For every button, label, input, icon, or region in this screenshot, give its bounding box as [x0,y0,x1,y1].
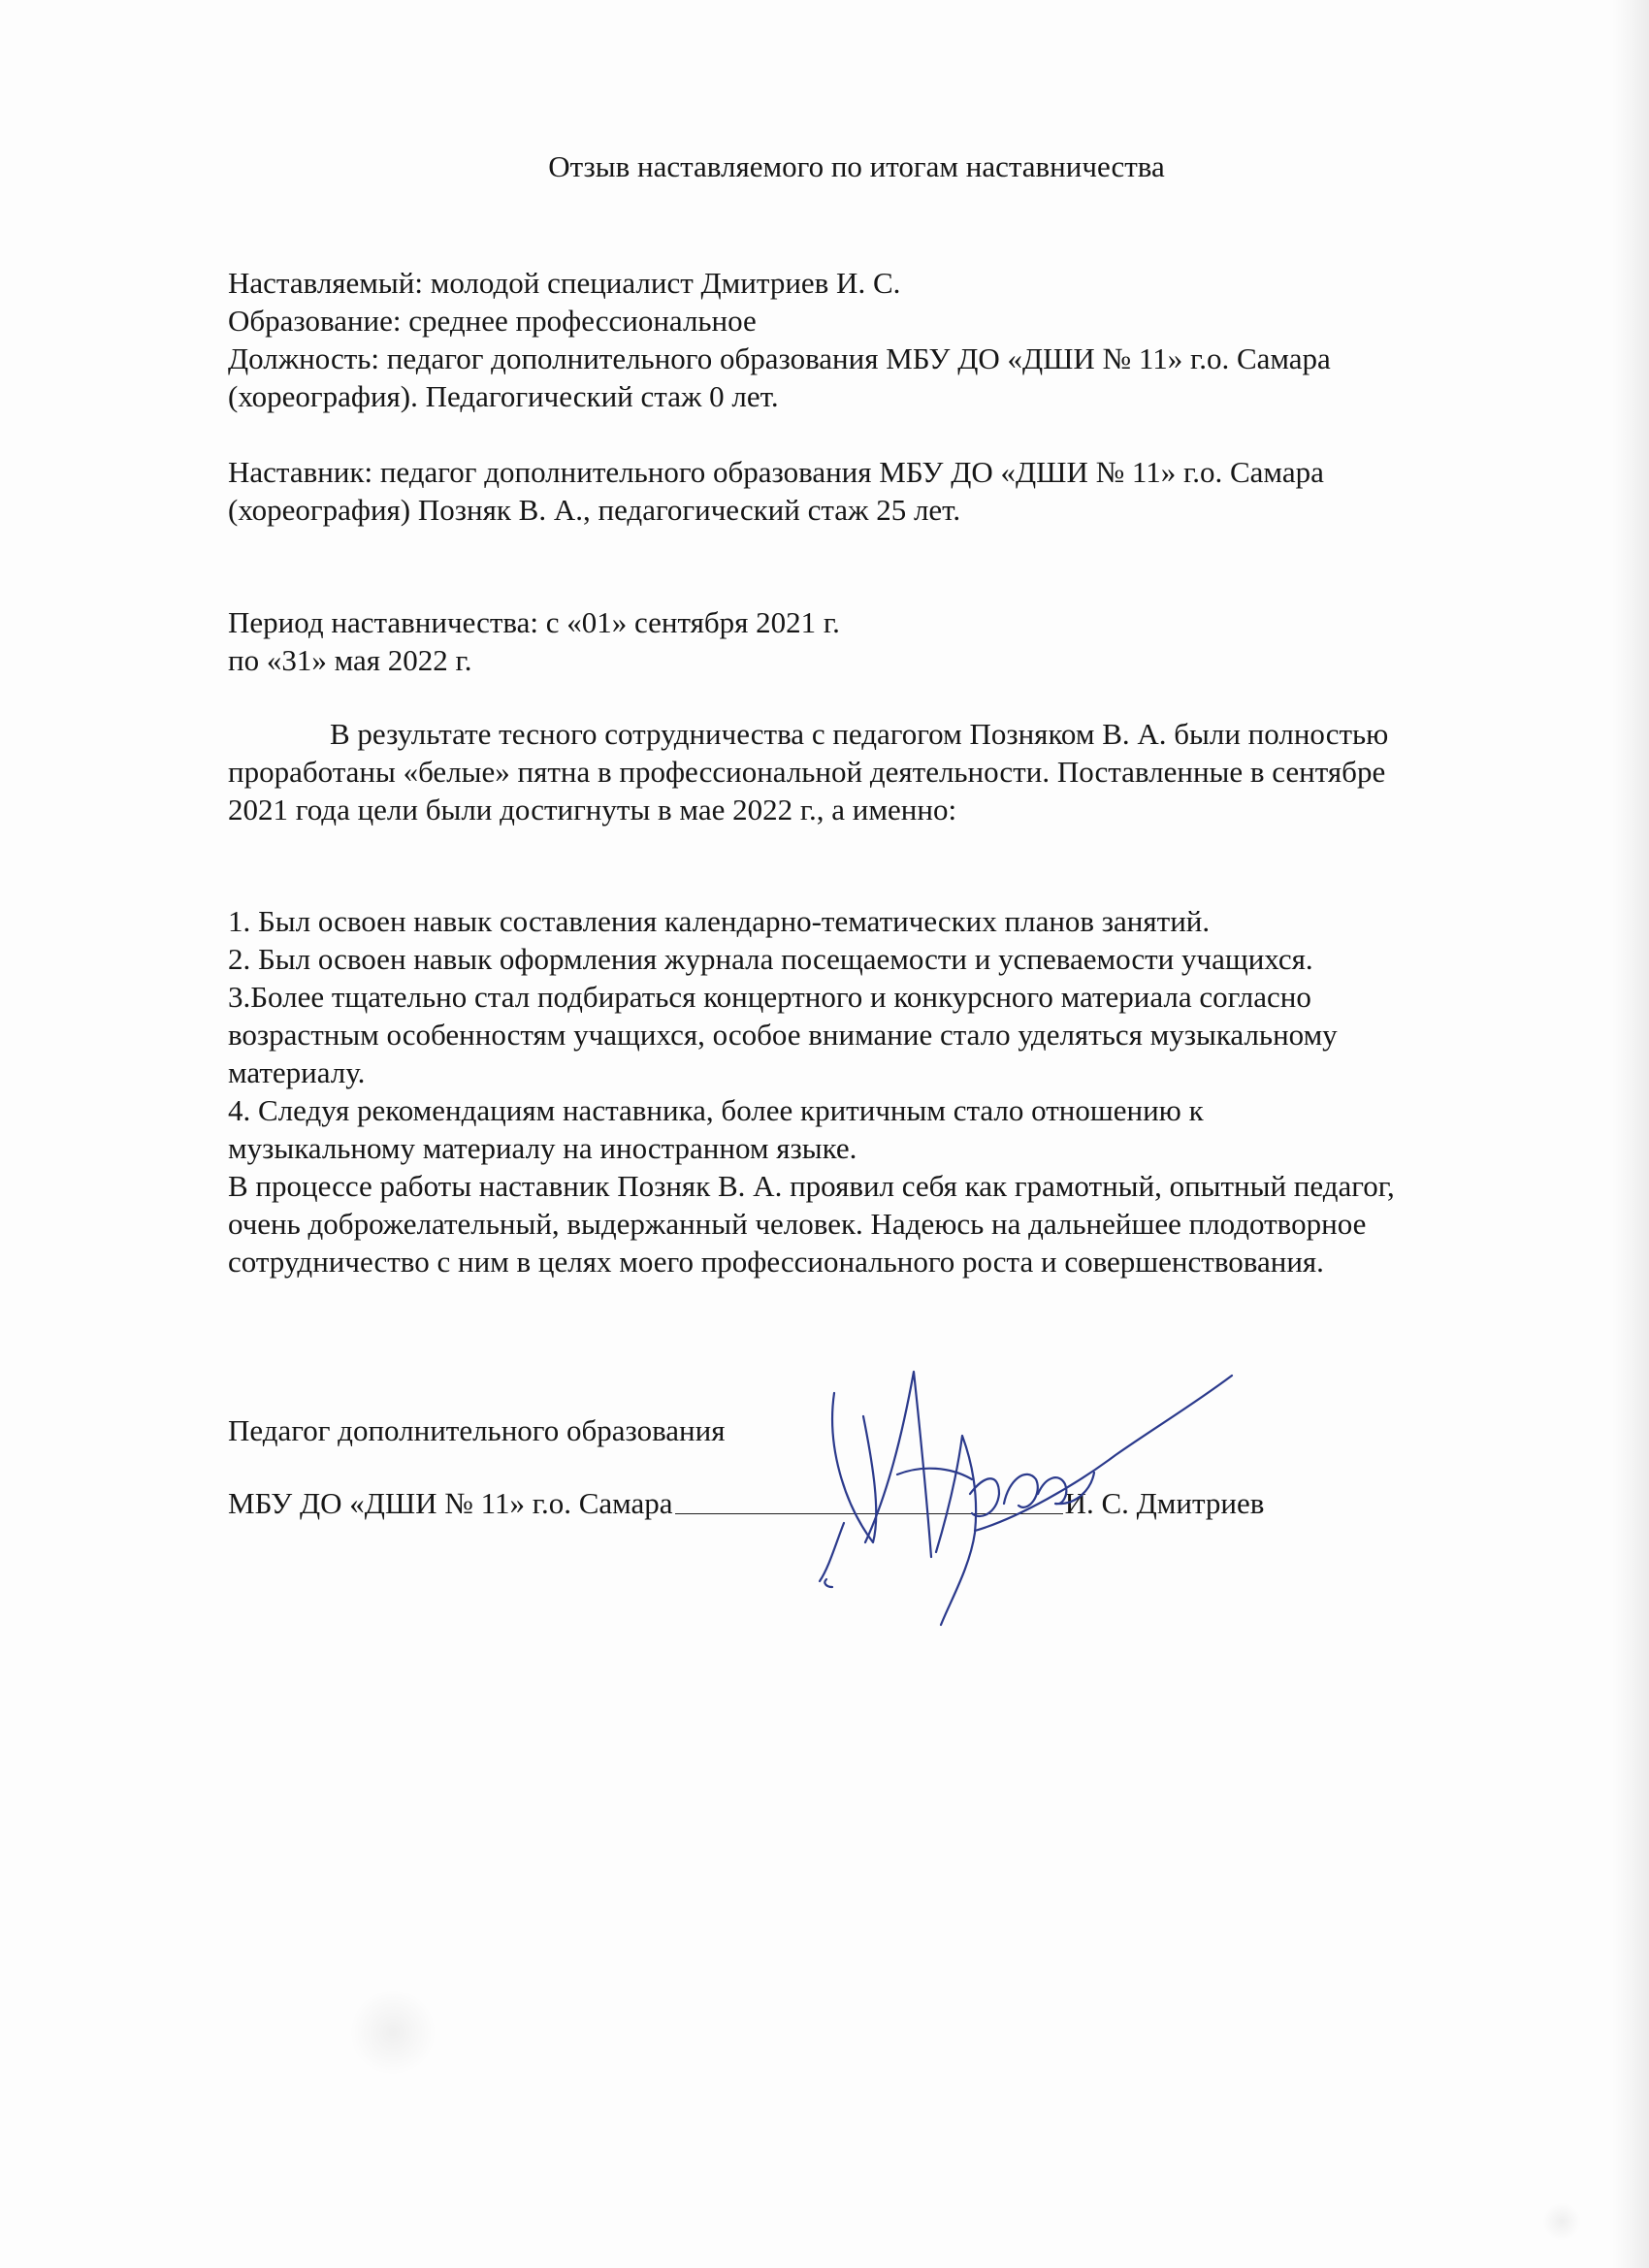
scan-smudge [1542,2202,1581,2241]
mentoring-period [228,603,1518,679]
scan-smudge [349,1989,436,2076]
result-line: материалу. [228,1055,366,1089]
signature-stroke [820,1523,844,1581]
result-line: музыкальному материалу на иностранном языке. [228,1131,857,1165]
signature-stroke [832,1393,876,1542]
mentee-info [228,264,1518,415]
position-line: Должность: педагог дополнительного образования МБУ ДО «ДШИ № 11» г.о. Самара [228,341,1331,375]
signatory-name: И. С. Дмитриев [1064,1486,1265,1520]
scan-shadow-edge [1612,0,1649,2268]
document-title: Отзыв наставляемого по итогам наставничества [548,149,1165,183]
signature-stroke [975,1376,1232,1531]
paragraph-line: В результате тесного сотрудничества с педагогом Позняком В. А. были полностью [330,717,1389,751]
period-start-line: Период наставничества: с «01» сентября 2021 г. [228,605,840,639]
result-line: 2. Был освоен навык оформления журнала посещаемости и успеваемости учащихся. [228,942,1313,976]
result-line: 3.Более тщательно стал подбираться концертного и конкурсного материала согласно [228,980,1311,1014]
conclusion-line: сотрудничество с ним в целях моего профессионального роста и совершенствования. [228,1245,1324,1279]
conclusion-line: очень доброжелательный, выдержанный человек. Надеюсь на дальнейшее плодотворное [228,1207,1367,1241]
mentor-line: Наставник: педагог дополнительного образования МБУ ДО «ДШИ № 11» г.о. Самара [228,455,1324,489]
period-end-line: по «31» мая 2022 г. [228,643,472,677]
mentor-info [228,453,1518,529]
signatory-organization: МБУ ДО «ДШИ № 11» г.о. Самара [228,1486,673,1520]
signature-stroke [897,1469,972,1479]
mentee-line: Наставляемый: молодой специалист Дмитриев И. С. [228,266,901,300]
paragraph-line: 2021 года цели были достигнуты в мае 2022 г., а именно: [228,793,957,826]
result-line: возрастным особенностям учащихся, особое внимание стало уделяться музыкальному [228,1018,1338,1052]
result-line: 1. Был освоен навык составления календарно-тематических планов занятий. [228,904,1211,938]
position-line-continued: (хореография). Педагогический стаж 0 лет. [228,379,779,413]
handwritten-signature [805,1358,1271,1649]
paragraph-line: проработаны «белые» пятна в профессиональной деятельности. Поставленные в сентябре [228,755,1386,789]
results-list [228,902,1518,1280]
result-line: 4. Следуя рекомендациям наставника, более критичным стало отношению к [228,1093,1204,1127]
signature-stroke [824,1579,832,1587]
conclusion-line: В процессе работы наставник Позняк В. А. проявил себя как грамотный, опытный педагог, [228,1169,1395,1203]
education-line: Образование: среднее профессиональное [228,304,757,338]
signature-stroke [1004,1474,1038,1507]
signature-stroke [936,1436,976,1625]
signatory-title: Педагог дополнительного образования [228,1413,726,1447]
intro-paragraph [228,715,1518,828]
mentor-line-continued: (хореография) Позняк В. А., педагогический стаж 25 лет. [228,493,961,527]
